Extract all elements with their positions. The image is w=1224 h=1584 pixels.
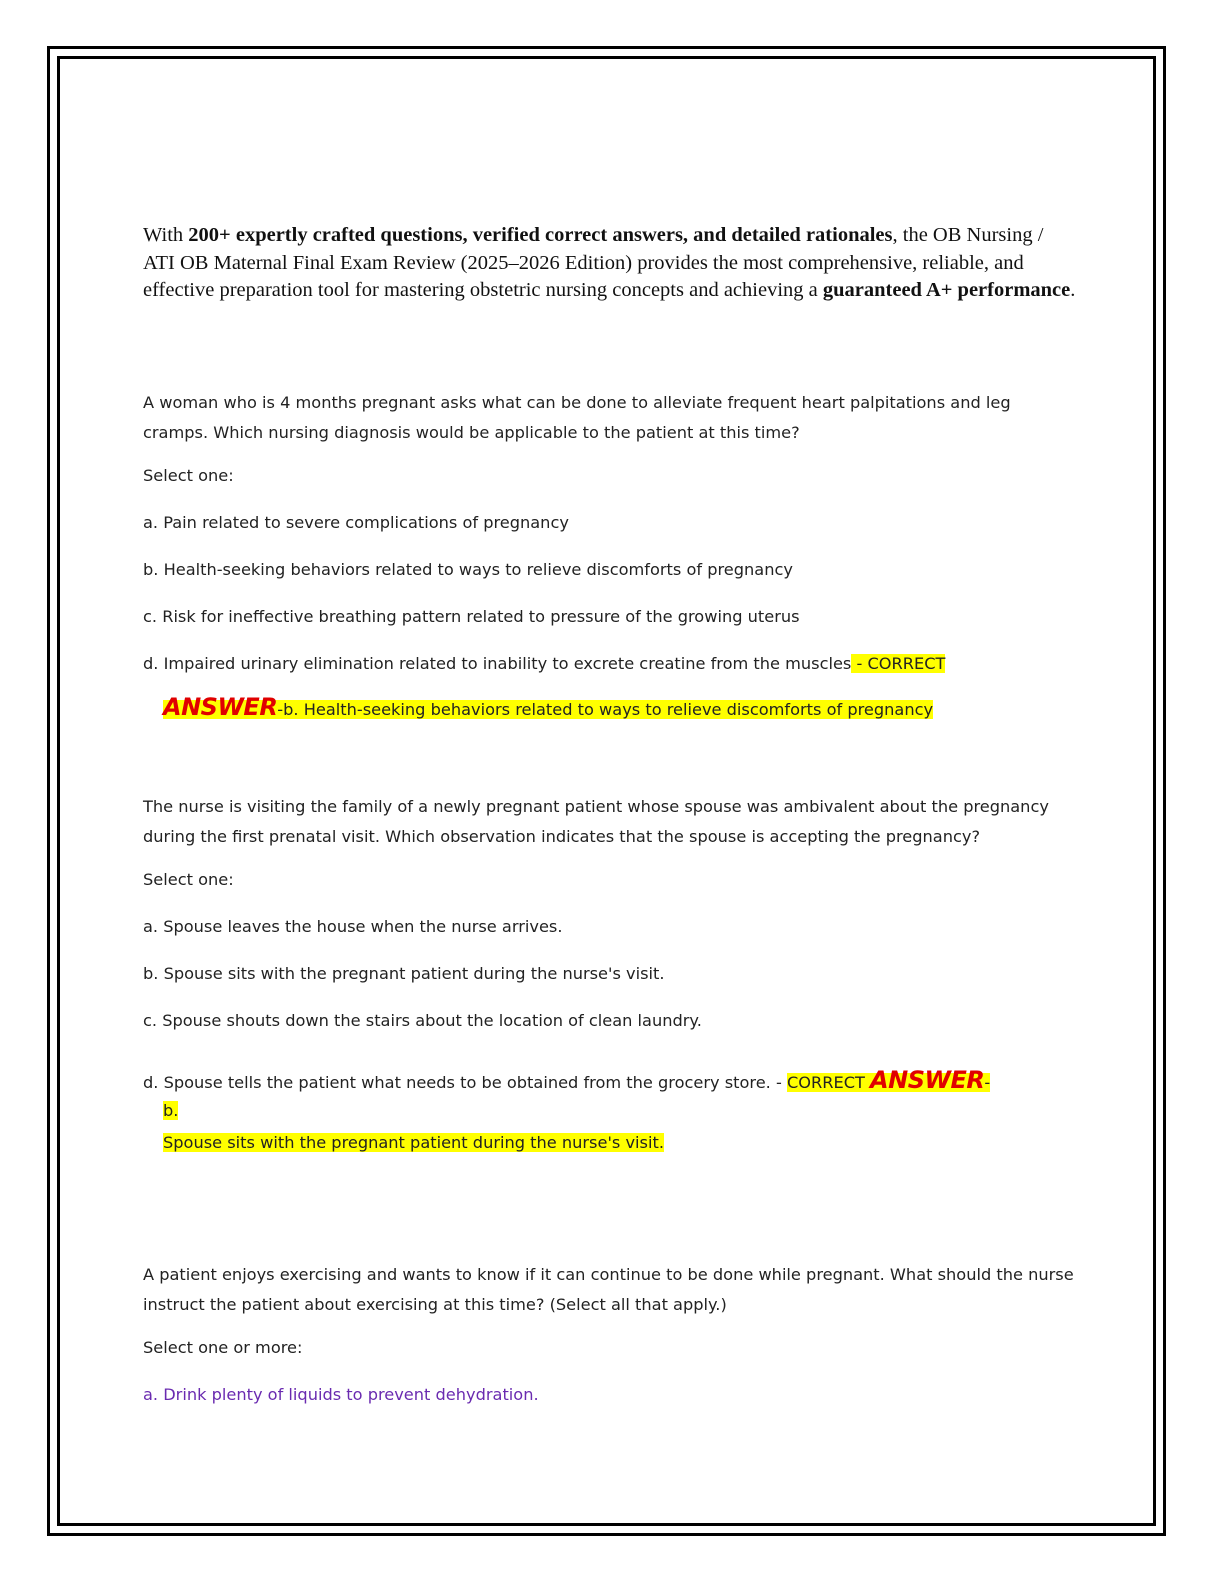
question-1-answer-word: ANSWER — [163, 693, 278, 721]
question-1-correct-label: - CORRECT — [851, 654, 946, 673]
question-2-answer — [163, 1129, 1078, 1157]
question-2-answer-letter — [163, 1097, 1078, 1125]
question-1-option-a: a. Pain related to severe complications of pregnancy — [143, 513, 569, 532]
question-3-select-label: Select one or more: — [143, 1338, 303, 1357]
question-2-answer-text: Spouse sits with the pregnant patient during the nurse's visit. — [163, 1133, 664, 1152]
question-1-option-b: b. Health-seeking behaviors related to ways to relieve discomforts of pregnancy — [143, 560, 793, 579]
intro-bold-2: guaranteed A+ performance — [822, 279, 1071, 301]
question-1-answer — [163, 689, 1078, 728]
question-1-option-d-text: d. Impaired urinary elimination related to inability to excrete creatine from the muscles — [143, 654, 852, 673]
question-2-answer-dash: - — [984, 1073, 991, 1092]
question-3 — [143, 1260, 1078, 1410]
question-3-option-a: a. Drink plenty of liquids to prevent dehydration. — [143, 1385, 539, 1404]
question-2-text: The nurse is visiting the family of a newly pregnant patient whose spouse was ambivalent about the pregnancy during the first prenatal visit. Which observation indicates that the spouse is accepting the pregnancy? — [143, 797, 1049, 846]
intro-text-2: , the OB Nursing / ATI OB Maternal Final Exam Review (2025–2026 Edition) provides the most comprehensive, reliable, and effective preparation tool for mastering obstetric nursing concepts and achieving a — [143, 224, 1044, 301]
question-1 — [143, 388, 1078, 728]
intro-paragraph — [143, 222, 1078, 305]
question-2-option-d-text: d. Spouse tells the patient what needs to be obtained from the grocery store. - — [143, 1073, 787, 1092]
question-1-option-c: c. Risk for ineffective breathing pattern related to pressure of the growing uterus — [143, 607, 800, 626]
intro-text-3: . — [1070, 279, 1076, 301]
question-1-option-d — [143, 649, 1078, 679]
question-1-text: A woman who is 4 months pregnant asks what can be done to alleviate frequent heart palpitations and leg cramps. Which nursing diagnosis would be applicable to the patient at this time? — [143, 393, 1011, 442]
question-1-select-label: Select one: — [143, 466, 234, 485]
question-1-answer-text: -b. Health-seeking behaviors related to ways to relieve discomforts of pregnancy — [277, 700, 934, 719]
question-2-select-label: Select one: — [143, 870, 234, 889]
question-2-answer-letter-text: b. — [163, 1101, 179, 1120]
question-1-answer-highlight — [163, 693, 934, 721]
question-2-option-b: b. Spouse sits with the pregnant patient during the nurse's visit. — [143, 964, 665, 983]
question-2 — [143, 792, 1078, 1157]
question-3-text: A patient enjoys exercising and wants to know if it can continue to be done while pregnant. What should the nurse instruct the patient about exercising at this time? (Select all that apply.) — [143, 1265, 1074, 1314]
question-2-correct-highlight — [786, 1066, 991, 1094]
question-2-option-d — [143, 1062, 1078, 1101]
question-2-option-a: a. Spouse leaves the house when the nurse arrives. — [143, 917, 563, 936]
question-2-correct-label: CORRECT — [786, 1073, 871, 1092]
document-body — [143, 222, 1078, 1404]
question-2-answer-word: ANSWER — [870, 1066, 985, 1094]
question-2-option-c: c. Spouse shouts down the stairs about the location of clean laundry. — [143, 1011, 702, 1030]
intro-text-1: With — [143, 224, 189, 246]
intro-bold-1: 200+ expertly crafted questions, verified correct answers, and detailed rationales — [188, 224, 893, 246]
